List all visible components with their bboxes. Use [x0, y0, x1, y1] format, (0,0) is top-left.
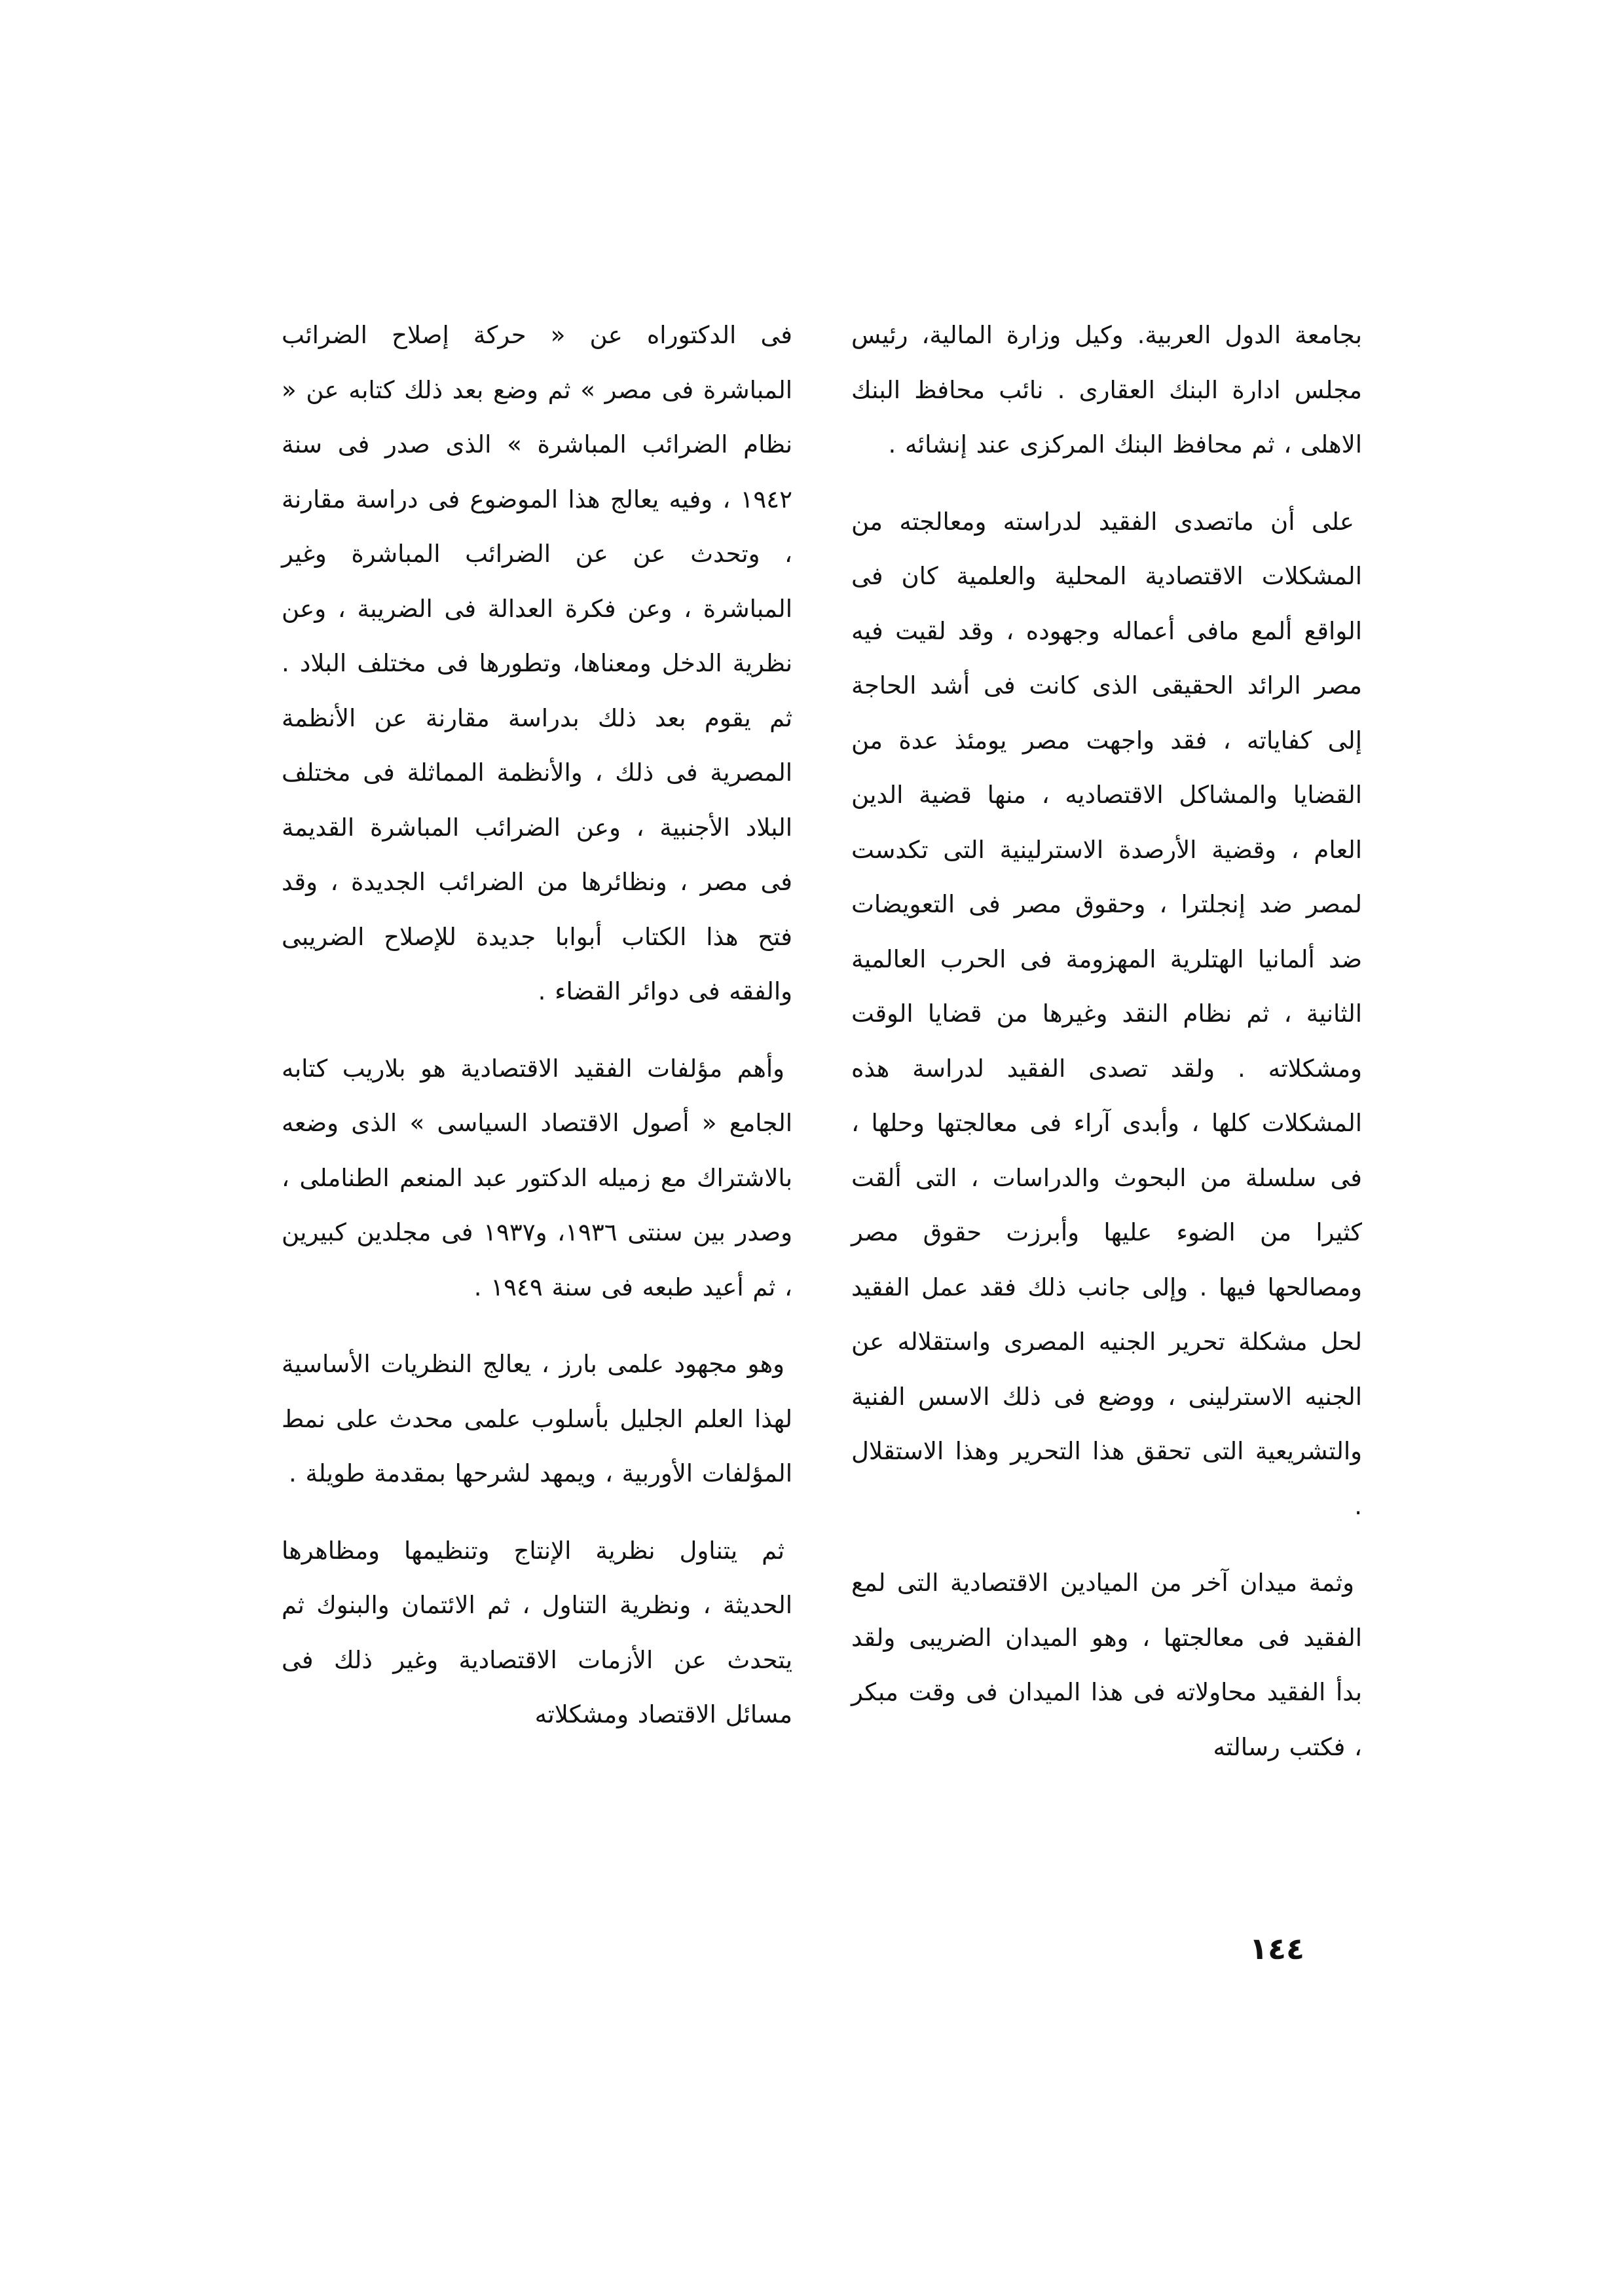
paragraph: وأهم مؤلفات الفقيد الاقتصادية هو بلاريب كتابه الجامع « أصول الاقتصاد السياسى » الذى وضعه بالاشتراك مع زميله الدكتور عبد المنعم الطناملى ، وصدر بين سنتى ١٩٣٦، و١٩٣٧ فى مجلدين كبيرين ، ثم أعيد طبعه فى سنة ١٩٤٩ . [282, 1054, 792, 1301]
paragraph: على أن ماتصدى الفقيد لدراسته ومعالجته من المشكلات الاقتصادية المحلية والعلمية كان فى الواقع ألمع مافى أعماله وجهوده ، وقد لقيت فيه مصر الرائد الحقيقى الذى كانت فى أشد الحاجة إلى كفاياته ، فقد واجهت مصر يومئذ عدة من القضايا والمشاكل الاقتصاديه ، منها قضية الدين العام ، وقضية الأرصدة الاسترلينية التى تكدست لمصر ضد إنجلترا ، وحقوق مصر فى التعويضات ضد ألمانيا الهتلرية المهزومة فى الحرب العالمية الثانية ، ثم نظام النقد وغيرها من قضايا الوقت ومشكلاته . ولقد تصدى الفقيد لدراسة هذه المشكلات كلها ، وأبدى آراء فى معالجتها وحلها ، فى سلسلة من البحوث والدراسات ، التى ألقت كثيرا من الضوء عليها وأبرزت حقوق مصر ومصالحها فيها . وإلى جانب ذلك فقد عمل الفقيد لحل مشكلة تحرير الجنيه المصرى واستقلاله عن الجنيه الاسترلينى ، ووضع فى ذلك الاسس الفنية والتشريعية التى تحقق هذا التحرير وهذا الاستقلال . [851, 507, 1362, 1520]
page-number: ١٤٤ [1249, 1931, 1305, 1966]
paragraph: وهو مجهود علمى بارز ، يعالج النظريات الأساسية لهذا العلم الجليل بأسلوب علمى محدث على نمط المؤلفات الأوربية ، ويمهد لشرحها بمقدمة طويلة . [282, 1350, 792, 1487]
paragraph: ثم يتناول نظرية الإنتاج وتنظيمها ومظاهرها الحديثة ، ونظرية التناول ، ثم الائتمان والبنوك ثم يتحدث عن الأزمات الاقتصادية وغير ذلك فى مسائل الاقتصاد ومشكلاته [282, 1536, 792, 1728]
paragraph: بجامعة الدول العربية. وكيل وزارة المالية، رئيس مجلس ادارة البنك العقارى . نائب محافظ البنك الاهلى ، ثم محافظ البنك المركزى عند إنشائه . [851, 321, 1362, 458]
paragraph: وثمة ميدان آخر من الميادين الاقتصادية التى لمع الفقيد فى معالجتها ، وهو الميدان الضريبى ولقد بدأ الفقيد محاولاته فى هذا الميدان فى وقت مبكر ، فكتب رسالته [851, 1569, 1362, 1761]
right-column [851, 308, 1362, 1797]
paragraph: فى الدكتوراه عن « حركة إصلاح الضرائب المباشرة فى مصر » ثم وضع بعد ذلك كتابه عن « نظام الضرائب المباشرة » الذى صدر فى سنة ١٩٤٢ ، وفيه يعالج هذا الموضوع فى دراسة مقارنة ، وتحدث عن عن الضرائب المباشرة وغير المباشرة ، وعن فكرة العدالة فى الضريبة ، وعن نظرية الدخل ومعناها، وتطورها فى مختلف البلاد . ثم يقوم بعد ذلك بدراسة مقارنة عن الأنظمة المصرية فى ذلك ، والأنظمة المماثلة فى مختلف البلاد الأجنبية ، وعن الضرائب المباشرة القديمة فى مصر ، ونظائرها من الضرائب الجديدة ، وقد فتح هذا الكتاب أبوابا جديدة للإصلاح الضريبى والفقه فى دوائر القضاء . [282, 321, 792, 1005]
left-column [282, 308, 792, 1764]
